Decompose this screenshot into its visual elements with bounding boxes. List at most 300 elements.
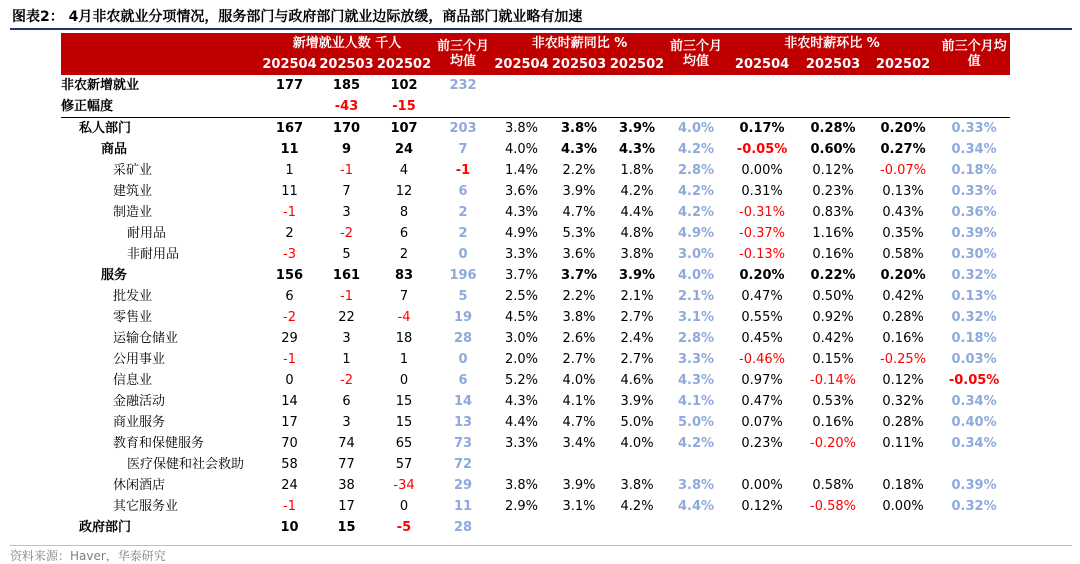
table-cell: 0.03% (951, 352, 997, 367)
table-cell: 3.0% (505, 331, 539, 346)
table-cell: 161 (332, 268, 361, 283)
table-cell: 4.0% (678, 121, 715, 136)
table-cell: 2.8% (678, 331, 715, 346)
table-row (61, 75, 1010, 96)
table-cell: 28 (453, 331, 473, 346)
table-row (61, 370, 1010, 391)
table-cell: 5.3% (562, 226, 596, 241)
table-cell (666, 96, 726, 118)
row-label: 私人部门 (79, 121, 132, 136)
row-label: 零售业 (113, 310, 153, 325)
table-cell: 65 (395, 436, 413, 451)
table-cell: 2.6% (562, 331, 596, 346)
table-cell: 4.0% (505, 142, 539, 157)
row-label: 休闲酒店 (113, 478, 166, 493)
table-cell (868, 75, 938, 96)
table-cell: 3.8% (560, 121, 598, 136)
employment-table (61, 33, 1010, 538)
table-cell: 3.0% (678, 247, 715, 262)
table-cell: 6 (342, 394, 351, 409)
table-cell: 0.17% (739, 121, 785, 136)
table-row (61, 307, 1010, 328)
table-cell: 1.16% (812, 226, 854, 241)
table-cell (798, 75, 868, 96)
table-cell: 232 (449, 78, 477, 93)
row-label: 服务 (101, 268, 128, 283)
table-cell: 22 (338, 310, 355, 325)
row-label: 非农新增就业 (61, 78, 140, 93)
table-cell: 0.92% (812, 310, 854, 325)
table-cell: -2 (340, 373, 353, 388)
table-cell: 107 (390, 121, 418, 136)
row-label: 医疗保健和社会救助 (127, 457, 245, 472)
table-cell: 0.00% (741, 478, 783, 493)
table-cell: 4.2% (678, 184, 715, 199)
table-cell (868, 517, 938, 538)
table-cell: 0.97% (741, 373, 783, 388)
table-row (61, 265, 1010, 286)
table-cell: 0.22% (810, 268, 856, 283)
table-cell: 2 (458, 205, 468, 220)
table-cell: 0.42% (882, 289, 924, 304)
table-cell: 170 (332, 121, 361, 136)
table-cell: 0.45% (741, 331, 783, 346)
table-cell: 6 (399, 226, 409, 241)
table-row (61, 139, 1010, 160)
table-row (61, 433, 1010, 454)
table-cell: 0.20% (880, 121, 926, 136)
table-cell: 2 (285, 226, 294, 241)
table-cell: -0.20% (810, 436, 857, 451)
table-cell: 7 (458, 142, 468, 157)
header-period: 202503 (798, 54, 868, 75)
table-cell: -0.46% (739, 352, 786, 367)
table-cell: 3.3% (678, 352, 715, 367)
table-cell: 4.6% (620, 373, 654, 388)
row-label: 教育和保健服务 (113, 436, 205, 451)
table-cell: 2.7% (562, 352, 596, 367)
table-cell: -34 (393, 478, 415, 493)
table-cell: 0.18% (882, 478, 924, 493)
table-cell: 3.9% (619, 121, 656, 136)
table-cell: 4.2% (678, 436, 715, 451)
table-cell: 177 (275, 78, 304, 93)
table-cell (726, 75, 798, 96)
table-cell: -4 (397, 310, 411, 325)
table-cell: -0.37% (739, 226, 786, 241)
header-avg3-jobs: 前三个月均值 (433, 33, 493, 75)
table-cell (550, 96, 608, 118)
table-cell: 0.83% (812, 205, 854, 220)
table-cell: 28 (453, 520, 473, 535)
table-cell: 11 (280, 142, 299, 157)
header-period: 202503 (318, 54, 375, 75)
table-cell: 0.32% (951, 268, 997, 283)
table-cell: 1 (399, 352, 409, 367)
table-cell: 14 (453, 394, 473, 409)
table-cell: -15 (375, 96, 433, 118)
table-row (61, 286, 1010, 307)
table-cell: 4.3% (619, 142, 656, 157)
table-cell (868, 454, 938, 475)
table-cell: 0.55% (741, 310, 783, 325)
table-cell: 4.2% (678, 205, 715, 220)
table-cell (938, 75, 1010, 96)
table-cell: 11 (281, 184, 298, 199)
table-row (61, 349, 1010, 370)
row-label: 运输仓储业 (113, 331, 179, 346)
table-cell: 0 (458, 247, 468, 262)
table-cell: 0.20% (739, 268, 785, 283)
header-avg3-yoy: 前三个月均值 (666, 33, 726, 75)
table-row (61, 223, 1010, 244)
table-row (61, 454, 1010, 475)
table-cell (726, 517, 798, 538)
table-cell: -0.31% (739, 205, 786, 220)
table-cell: -0.13% (739, 247, 786, 262)
table-cell: 5.0% (620, 415, 654, 430)
table-cell: 0.33% (951, 121, 997, 136)
table-cell (608, 75, 666, 96)
table-cell: 4.3% (505, 205, 539, 220)
table-cell (493, 75, 550, 96)
table-cell: -1 (340, 163, 353, 178)
table-cell: -1 (340, 289, 353, 304)
table-cell (938, 517, 1010, 538)
table-cell: 11 (453, 499, 473, 514)
table-cell: 3.4% (562, 436, 596, 451)
table-cell: -0.25% (880, 352, 927, 367)
table-cell: 4.1% (562, 394, 596, 409)
table-cell: 4 (399, 163, 409, 178)
table-cell: -0.58% (810, 499, 857, 514)
table-row (61, 244, 1010, 265)
table-cell (798, 96, 868, 118)
table-cell: 2.5% (505, 289, 539, 304)
table-cell (493, 517, 550, 538)
header-period: 202504 (261, 54, 318, 75)
table-cell: 10 (280, 520, 299, 535)
table-cell: 0.47% (741, 394, 783, 409)
table-cell: 0.28% (882, 415, 924, 430)
table-cell: -1 (283, 499, 296, 514)
table-cell: 3.3% (505, 436, 539, 451)
table-row (61, 202, 1010, 223)
table-cell: 77 (338, 457, 355, 472)
header-period: 202504 (726, 54, 798, 75)
table-row (61, 118, 1010, 140)
table-cell: 3.6% (505, 184, 539, 199)
table-cell: -0.07% (880, 163, 927, 178)
table-cell: 0.36% (951, 205, 997, 220)
table-cell: 0.07% (741, 415, 783, 430)
table-cell: 4.8% (620, 226, 654, 241)
table-cell: 0 (458, 352, 468, 367)
table-cell: -1 (283, 205, 296, 220)
table-cell: 17 (338, 499, 355, 514)
table-cell: 6 (285, 289, 294, 304)
table-cell: -1 (283, 352, 296, 367)
header-avg3-mom: 前三个月均值 (938, 33, 1010, 75)
table-cell: 83 (394, 268, 414, 283)
table-cell: 3.8% (505, 478, 539, 493)
table-cell: 15 (395, 394, 413, 409)
table-cell: 6 (458, 184, 468, 199)
table-cell: 0.58% (882, 247, 924, 262)
table-cell: 8 (399, 205, 409, 220)
table-cell: 0.39% (951, 226, 997, 241)
table-cell: 0.50% (812, 289, 854, 304)
table-cell: 0.12% (812, 163, 854, 178)
table-cell: 3.8% (620, 247, 654, 262)
header-wage-mom: 非农时薪环比 % (726, 33, 938, 54)
row-label: 耐用品 (127, 226, 167, 241)
table-cell (550, 454, 608, 475)
table-cell: 0.43% (882, 205, 924, 220)
table-cell: 0.13% (951, 289, 997, 304)
table-cell: 15 (395, 415, 413, 430)
table-cell: 3.7% (560, 268, 598, 283)
table-cell: 74 (338, 436, 355, 451)
table-cell: 4.3% (505, 394, 539, 409)
table-row (61, 391, 1010, 412)
table-cell (726, 454, 798, 475)
table-cell: 0.32% (951, 310, 997, 325)
table-cell (433, 96, 493, 118)
table-cell: 0.47% (741, 289, 783, 304)
table-cell: 0.34% (951, 436, 997, 451)
table-cell: 24 (281, 478, 298, 493)
table-cell: 4.3% (560, 142, 598, 157)
table-cell: 3 (342, 205, 351, 220)
table-cell: -2 (283, 310, 296, 325)
table-cell: 0 (285, 373, 294, 388)
table-cell: 13 (453, 415, 473, 430)
table-cell: 3.1% (678, 310, 715, 325)
row-label: 政府部门 (79, 520, 132, 535)
table-cell: 2.0% (505, 352, 539, 367)
header-period: 202502 (375, 54, 433, 75)
table-cell: 2 (399, 247, 409, 262)
table-cell (666, 517, 726, 538)
header-period: 202504 (493, 54, 550, 75)
table-cell: 4.0% (620, 436, 654, 451)
row-label: 采矿业 (113, 163, 153, 178)
table-cell: -2 (340, 226, 353, 241)
table-cell: 0.13% (882, 184, 924, 199)
table-cell: 203 (449, 121, 477, 136)
row-label: 公用事业 (113, 352, 166, 367)
table-cell: 0.32% (951, 499, 997, 514)
table-cell: 0.34% (951, 394, 997, 409)
table-cell: 0.60% (810, 142, 856, 157)
header-period: 202503 (550, 54, 608, 75)
table-cell: 0.33% (951, 184, 997, 199)
table-cell (726, 96, 798, 118)
row-label: 非耐用品 (127, 247, 180, 262)
table-cell (550, 517, 608, 538)
figure-title: 图表2： 4月非农就业分项情况，服务部门与政府部门就业边际放缓，商品部门就业略有加速 (12, 9, 583, 25)
table-cell: 3 (342, 331, 351, 346)
table-cell (493, 96, 550, 118)
table-body (61, 75, 1010, 538)
table-cell: 4.4% (620, 205, 654, 220)
table-cell: 0.23% (812, 184, 854, 199)
table-cell: 1 (285, 163, 294, 178)
table-cell: 4.0% (562, 373, 596, 388)
table-cell: 0.30% (951, 247, 997, 262)
table-cell: 0.35% (882, 226, 924, 241)
header-blank (61, 33, 261, 75)
table-cell: 24 (394, 142, 414, 157)
table-cell: -1 (455, 163, 471, 178)
table-cell: 0.28% (810, 121, 856, 136)
table-cell (608, 517, 666, 538)
table-cell: 0.32% (882, 394, 924, 409)
row-label: 建筑业 (113, 184, 153, 199)
table-cell: 0.42% (812, 331, 854, 346)
table-cell: 2.2% (562, 163, 596, 178)
table-cell: 5.0% (678, 415, 715, 430)
table-cell: -0.05% (736, 142, 788, 157)
table-cell: 7 (399, 289, 409, 304)
table-cell: 29 (453, 478, 473, 493)
table-cell: 4.5% (505, 310, 539, 325)
table-cell: 4.1% (678, 394, 715, 409)
table-cell: 156 (275, 268, 304, 283)
table-row (61, 475, 1010, 496)
table-cell: -3 (283, 247, 296, 262)
table-cell: 5 (458, 289, 468, 304)
table-cell: 0.23% (741, 436, 783, 451)
table-row (61, 181, 1010, 202)
table-cell: 4.3% (678, 373, 715, 388)
table-cell: 3.9% (620, 394, 654, 409)
table-cell (938, 454, 1010, 475)
table-cell (798, 454, 868, 475)
row-label: 制造业 (113, 205, 153, 220)
table-cell: 0.58% (812, 478, 854, 493)
table-cell: 4.7% (562, 205, 596, 220)
table-cell: 4.4% (678, 499, 715, 514)
title-bar (10, 0, 1072, 30)
table-cell: 0.12% (882, 373, 924, 388)
table-cell: 12 (395, 184, 413, 199)
table-cell: 0.18% (951, 331, 997, 346)
table-cell: -5 (396, 520, 412, 535)
header-new-jobs: 新增就业人数 千人 (261, 33, 433, 54)
header-period: 202502 (868, 54, 938, 75)
table-cell (493, 454, 550, 475)
table-cell: 18 (395, 331, 413, 346)
table-cell: 2.2% (562, 289, 596, 304)
table-cell (261, 96, 318, 118)
row-label: 金融活动 (113, 394, 166, 409)
header-period: 202502 (608, 54, 666, 75)
table-cell: 17 (281, 415, 298, 430)
table-cell: 9 (341, 142, 352, 157)
table-cell: 0.39% (951, 478, 997, 493)
table-cell: 3.1% (562, 499, 596, 514)
table-cell: 3.3% (505, 247, 539, 262)
table-cell: 4.2% (620, 499, 654, 514)
table-cell: 15 (337, 520, 356, 535)
table-cell (798, 517, 868, 538)
table-cell: 0.18% (951, 163, 997, 178)
table-cell: 7 (342, 184, 351, 199)
row-label: 信息业 (113, 373, 153, 388)
table-cell: 102 (390, 78, 418, 93)
table-cell: 70 (281, 436, 298, 451)
table-cell: 3.8% (678, 478, 715, 493)
header-row-1 (61, 33, 1010, 54)
row-label: 商品 (101, 142, 128, 157)
table-cell: 4.9% (505, 226, 539, 241)
table-cell: 0 (399, 499, 409, 514)
table-cell: 2 (458, 226, 468, 241)
table-cell: 167 (275, 121, 304, 136)
header-wage-yoy: 非农时薪同比 % (493, 33, 666, 54)
table-row (61, 96, 1010, 118)
table-cell: 6 (458, 373, 468, 388)
table-cell: 4.2% (620, 184, 654, 199)
table-cell: 19 (453, 310, 473, 325)
table-cell: 3.9% (619, 268, 656, 283)
table-cell: 2.1% (620, 289, 654, 304)
table-cell: 185 (332, 78, 361, 93)
table-cell: 58 (281, 457, 298, 472)
table-cell: 0.16% (882, 331, 924, 346)
table-cell: 0.16% (812, 247, 854, 262)
table-cell: 0.00% (741, 163, 783, 178)
table-cell: 14 (281, 394, 298, 409)
table-cell: 3.8% (620, 478, 654, 493)
table-cell: 0.27% (880, 142, 926, 157)
table-cell: 0.15% (812, 352, 854, 367)
table-cell: 3.6% (562, 247, 596, 262)
table-cell: 57 (395, 457, 413, 472)
table-cell: 0.16% (812, 415, 854, 430)
table-cell: 3.7% (505, 268, 539, 283)
table-cell: 38 (338, 478, 355, 493)
table-cell: 0.20% (880, 268, 926, 283)
table-cell: 2.1% (678, 289, 715, 304)
table-cell: -43 (318, 96, 375, 118)
table-cell (666, 75, 726, 96)
table-cell: 2.4% (620, 331, 654, 346)
table-cell: 0.53% (812, 394, 854, 409)
table-cell: 2.9% (505, 499, 539, 514)
table-cell: 2.7% (620, 352, 654, 367)
table-cell: 0.12% (741, 499, 783, 514)
table-cell (938, 96, 1010, 118)
table-cell: 2.7% (620, 310, 654, 325)
table-cell: -0.14% (810, 373, 857, 388)
table-cell: 4.4% (505, 415, 539, 430)
table-cell (608, 454, 666, 475)
table-row (61, 517, 1010, 538)
table-cell: 3.8% (505, 121, 539, 136)
table-row (61, 412, 1010, 433)
table-cell: 73 (453, 436, 473, 451)
table-cell: 4.7% (562, 415, 596, 430)
footer-rule (10, 545, 1072, 546)
table-cell: 1.4% (505, 163, 539, 178)
table-row (61, 160, 1010, 181)
table-cell: 0.28% (882, 310, 924, 325)
table-cell: 29 (281, 331, 298, 346)
table-cell: 5.2% (505, 373, 539, 388)
